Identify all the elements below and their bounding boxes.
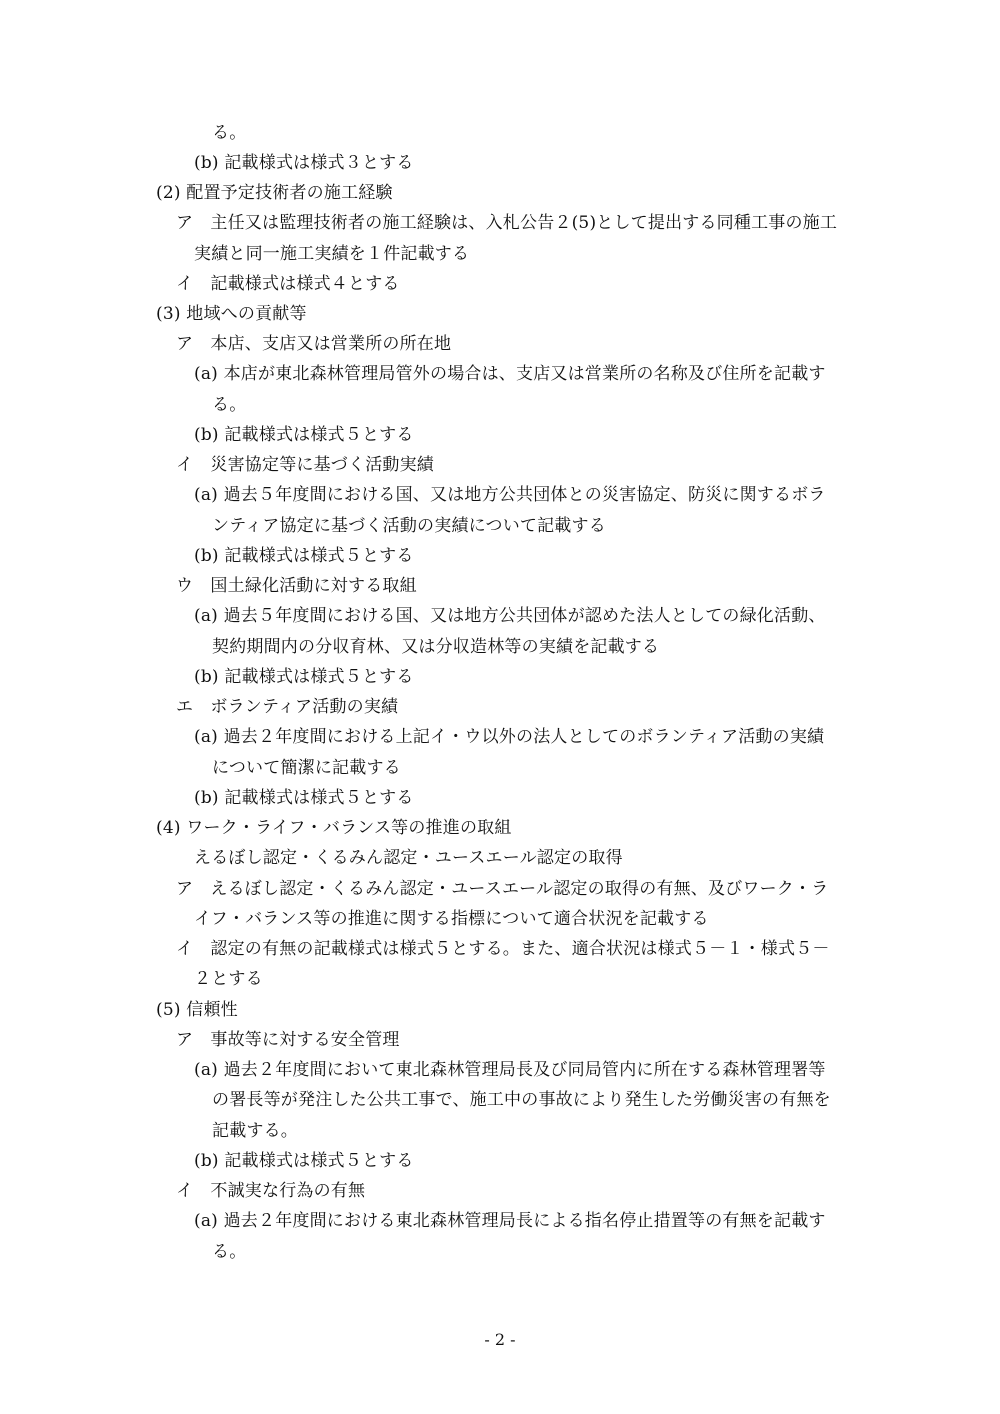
text-line: (a) 過去５年度間における国、又は地方公共団体との災害協定、防災に関するボラ: [194, 485, 826, 505]
text-line: (b) 記載様式は様式３とする: [194, 153, 414, 173]
text-line: イ 不誠実な行為の有無: [176, 1181, 366, 1201]
text-line: (b) 記載様式は様式５とする: [194, 1151, 414, 1171]
text-line: ア 主任又は監理技術者の施工経験は、入札公告２(5)として提出する同種工事の施工: [176, 213, 838, 233]
text-line: イフ・バランス等の推進に関する指標について適合状況を記載する: [194, 909, 709, 929]
text-line: (b) 記載様式は様式５とする: [194, 788, 414, 808]
text-line: (a) 本店が東北森林管理局管外の場合は、支店又は営業所の名称及び住所を記載す: [194, 364, 826, 384]
section-heading-4: (4) ワーク・ライフ・バランス等の推進の取組: [156, 818, 512, 838]
text-line: について簡潔に記載する: [212, 758, 401, 778]
text-line: の署長等が発注した公共工事で、施工中の事故により発生した労働災害の有無を: [212, 1090, 831, 1110]
text-line: (a) 過去２年度間における上記イ・ウ以外の法人としてのボランティア活動の実績: [194, 727, 825, 747]
text-line: ア 本店、支店又は営業所の所在地: [176, 334, 452, 354]
text-line: ウ 国土緑化活動に対する取組: [176, 576, 417, 596]
text-line: (a) 過去２年度間において東北森林管理局長及び同局管内に所在する森林管理署等: [194, 1060, 826, 1080]
text-line: る。: [212, 395, 247, 415]
text-line: (b) 記載様式は様式５とする: [194, 425, 414, 445]
text-line: イ 災害協定等に基づく活動実績: [176, 455, 434, 475]
text-line: る。: [212, 1242, 247, 1262]
text-line: ア えるぼし認定・くるみん認定・ユースエール認定の取得の有無、及びワーク・ラ: [176, 879, 829, 899]
page-number: - 2 -: [484, 1330, 516, 1349]
text-line: ンティア協定に基づく活動の実績について記載する: [212, 516, 606, 536]
text-line: る。: [212, 123, 247, 143]
text-line: 契約期間内の分収育林、又は分収造林等の実績を記載する: [212, 637, 660, 657]
text-line: 記載する。: [212, 1121, 298, 1141]
text-line: (b) 記載様式は様式５とする: [194, 546, 414, 566]
text-line: ２とする: [194, 969, 263, 989]
section-heading-2: (2) 配置予定技術者の施工経験: [156, 183, 393, 203]
text-line: ア 事故等に対する安全管理: [176, 1030, 400, 1050]
text-line: えるぼし認定・くるみん認定・ユースエール認定の取得: [194, 848, 623, 868]
section-heading-3: (3) 地域への貢献等: [156, 304, 307, 324]
text-line: イ 記載様式は様式４とする: [176, 274, 400, 294]
text-line: (b) 記載様式は様式５とする: [194, 667, 414, 687]
text-line: イ 認定の有無の記載様式は様式５とする。また、適合状況は様式５－１・様式５－: [176, 939, 830, 959]
text-line: (a) 過去５年度間における国、又は地方公共団体が認めた法人としての緑化活動、: [194, 606, 826, 626]
text-line: エ ボランティア活動の実績: [176, 697, 399, 717]
section-heading-5: (5) 信頼性: [156, 1000, 238, 1020]
text-line: (a) 過去２年度間における東北森林管理局長による指名停止措置等の有無を記載す: [194, 1211, 826, 1231]
text-line: 実績と同一施工実績を１件記載する: [194, 244, 470, 264]
